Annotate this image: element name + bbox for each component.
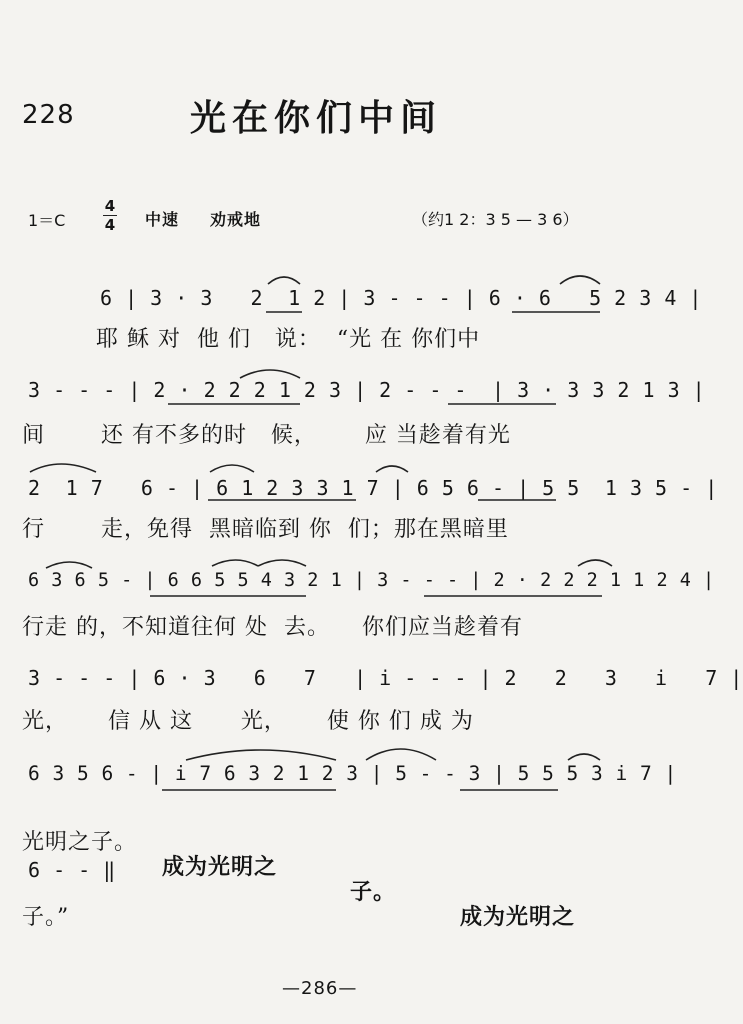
time-signature [101, 197, 119, 234]
time-signature-top: 4 [104, 197, 116, 215]
slur [30, 464, 96, 472]
hymn-number: 228 [22, 100, 75, 130]
notation-line-2: 3 - - - | 2 · 2 2 2 1 2 3 | 2 - - - | 3 · 3 3 2 1 3 | [28, 378, 706, 402]
page-number: —286— [282, 978, 358, 999]
lyrics-line-6-mid: 子。 [350, 879, 397, 905]
lyrics-line-3: 行 走，免得 黑暗临到 你 们；那在黑暗里 [22, 517, 509, 542]
slur [578, 560, 612, 566]
notation-line-1: 6 | 3 · 3 2 1 2 | 3 - - - | 6 · 6 5 2 3 4 | [100, 286, 702, 310]
slur [376, 466, 408, 472]
lyrics-line-5: 光， 信 从 这 光， 使 你 们 成 为 [22, 709, 474, 734]
lyrics-line-6-a: 光明之子。 [22, 830, 138, 855]
slur [240, 370, 300, 378]
lyrics-line-7: 子。” [22, 905, 70, 930]
slur [268, 277, 300, 284]
lyrics-line-2: 间 还 有不多的时 候， 应 当趁着有光 [22, 423, 511, 448]
lyrics-line-6-bold-a: 成为光明之 [162, 854, 278, 880]
slur [366, 749, 436, 760]
tempo-marking: 中速 [145, 210, 180, 229]
lyrics-line-1: 耶 稣 对 他 们 说： “光 在 你们中 [80, 327, 481, 352]
slur [212, 560, 258, 566]
notation-line-7: 6 - - ‖ [28, 858, 116, 882]
intro-notes: （约1 2：3 5 — 3 6） [412, 210, 579, 229]
notation-line-3: 2 1 7 6 - | 6 1 2 3 3 1 7 | 6 5 6 - | 5 5 1 3 5 - | [28, 476, 718, 500]
slur [186, 750, 336, 760]
slur [258, 560, 306, 566]
notation-line-4: 6 3 6 5 - | 6 6 5 5 4 3 2 1 | 3 - - - | 2 · 2 2 2 1 1 2 4 | [28, 570, 715, 591]
slur [46, 562, 92, 568]
notation-line-6: 6 3 5 6 - | i 7 6 3 2 1 2 3 | 5 - - 3 | 5 5 5 3 i 7 | [28, 762, 677, 785]
time-signature-bottom: 4 [104, 216, 116, 234]
hymn-title: 光在你们中间 [190, 97, 443, 139]
slur [568, 754, 600, 760]
key-signature: 1＝C [28, 211, 66, 230]
notation-line-5: 3 - - - | 6 · 3 6 7 | i - - - | 2 2 3 i 7 | [28, 666, 743, 690]
lyrics-line-4: 行走 的，不知道往何 处 去。 你们应当趁着有 [22, 615, 523, 640]
mood-marking: 劝戒地 [210, 210, 262, 229]
lyrics-line-6-bold-b: 成为光明之 [460, 904, 576, 930]
slur [560, 276, 600, 284]
slur [210, 465, 254, 472]
